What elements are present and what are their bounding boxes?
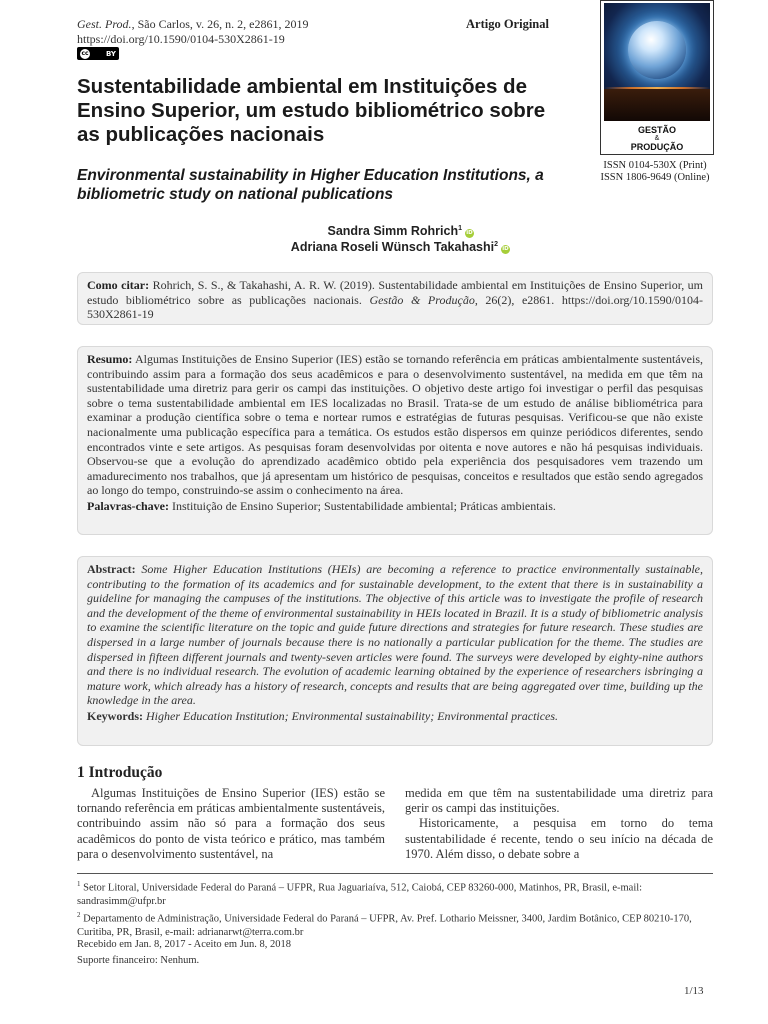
author-name: Adriana Roseli Wünsch Takahashi xyxy=(290,240,495,254)
footnote-mark: 2 xyxy=(77,911,81,919)
abstract-text: Some Higher Education Institutions (HEIs) are becoming a reference to practice environmentally sustainable, contributing to the formation of its academics and for sustainable development, to the extent that there is in sustainability a guideline for managing the campuses of the institutions. The objective of this article was to investigate the profile of research and the development of the theme of environmental sustainability in HEIs located in Brazil. It is a study of bibliometric analysis to examine the scientific literature on the topic and guide future directions and strategies for future research. These studies are dispersed in a large number of journals because there is no nationally a particular publication for the theme. The studies are dispersed in fifteen different journals and twenty-seven articles were found. The surveys were developed by eighty-nine authors and there is no individual research. The evolution of academic learning obtained by the experience of researchers isbringing a mature work, which already has a history of research, concepts and results that are being aggregated over time, building up the knowledge in the area. xyxy=(87,562,703,708)
orcid-icon[interactable]: iD xyxy=(502,246,509,252)
cc-by-license-badge[interactable] xyxy=(77,47,119,60)
author-affiliation-mark: 1 xyxy=(458,224,462,232)
keywords-label: Keywords: xyxy=(87,708,143,723)
article-title-portuguese: Sustentabilidade ambiental em Instituições de Ensino Superior, um estudo bibliométrico sobre as publicações nacionais xyxy=(77,75,546,146)
body-paragraph: Historicamente, a pesquisa em torno do tema sustentabilidade é recente, tendo o seu início na década de 1970. Além disso, o debate sobre a xyxy=(405,816,713,861)
footnote-2 xyxy=(77,909,717,939)
footnote-divider xyxy=(77,873,713,874)
cover-sphere-artwork xyxy=(604,3,710,121)
resumo-label: Resumo: xyxy=(87,352,133,366)
journal-cover-image xyxy=(600,0,714,155)
resumo-box xyxy=(77,346,713,535)
body-column-right xyxy=(405,786,713,862)
body-paragraph: Algumas Instituições de Ensino Superior (IES) estão se tornando referência em práticas ambientalmente sustentáveis, contribuindo assim não só para a formação dos seus acadêmicos do ponto de vista teórico e prático, mas também para o desenvolvimento sustentável, na xyxy=(77,786,385,861)
author-name: Sandra Simm Rohrich xyxy=(327,224,459,238)
body-paragraph: medida em que têm na sustentabilidade uma diretriz para gerir os campi das instituições. xyxy=(405,786,713,816)
abstract-box xyxy=(77,556,713,746)
orcid-icon[interactable]: iD xyxy=(466,230,473,236)
license-by-label: BY xyxy=(105,49,116,58)
footnote-1 xyxy=(77,878,717,908)
journal-name: Gest. Prod. xyxy=(77,17,132,31)
cover-title xyxy=(601,125,713,153)
how-to-cite-box xyxy=(77,272,713,325)
palavras-chave-line xyxy=(87,499,703,514)
citation-details: , 26(2), e2861. https://doi.org/10.1590/0104-530X2861-19 xyxy=(87,292,704,322)
page-number: 1/13 xyxy=(684,985,704,997)
citation-journal: Gestão & Produção xyxy=(369,292,475,307)
author-2 xyxy=(200,240,510,254)
abstract-label: Abstract: xyxy=(87,562,136,576)
keywords-text: Higher Education Institution; Environmental sustainability; Environmental practices. xyxy=(146,708,559,723)
doi-link[interactable]: https://doi.org/10.1590/0104-530X2861-19 xyxy=(77,32,285,46)
article-type-label: Artigo Original xyxy=(466,17,549,31)
author-affiliation-mark: 2 xyxy=(494,240,498,248)
palavras-chave-label: Palavras-chave: xyxy=(87,498,169,513)
citation-text: Rohrich, S. S., & Takahashi, A. R. W. (2019). Sustentabilidade ambiental em Instituições de Ensino Superior, um estudo bibliométrico sobre as publicações nacionais. xyxy=(87,278,704,307)
financial-support-note: Suporte financeiro: Nenhum. xyxy=(77,955,200,966)
issn-block xyxy=(590,160,720,184)
keywords-line xyxy=(87,709,703,724)
footnote-mark: 1 xyxy=(77,880,81,888)
journal-citation-line xyxy=(77,17,308,32)
how-to-cite-label: Como citar: xyxy=(87,278,150,292)
resumo-text: Algumas Instituições de Ensino Superior (IES) estão se tornando referência em práticas ambientalmente sustentáveis, contribuindo assim para a formação dos seus acadêmicos e para o desenvolvimento sustentável, na medida em que têm na sustentabilidade uma diretriz para gerir os campi das instituições. O objetivo deste artigo foi investigar o perfil das pesquisas sobre o tema sustentabilidade ambiental em IES localizadas no Brasil. Trata-se de um estudo de análise bibliométrica para examinar a produção científica sobre o tema e nortear rumos e estratégias de futuras pesquisas. Verificou-se que não existe nacionalmente uma publicação específica para a temática. Os estudos estão dispersos em quinze periódicos diferentes, sendo encontrados vinte e sete artigos. As pesquisas foram desenvolvidas por oitenta e nove autores e não há pesquisas individuais. Observou-se que a evolução do aprendizado acadêmico obtido pela experiência dos pesquisadores vem trazendo um amadurecimento nos trabalhos, que já apresentam um histórico de pesquisas, conceitos e resultados que estão sendo agregados ao longo do tempo, construindo-se assim o conhecimento na área. xyxy=(87,352,703,498)
received-accepted-dates: Recebido em Jan. 8, 2017 - Aceito em Jun. 8, 2018 xyxy=(77,939,292,950)
cover-title-amp: & xyxy=(654,135,660,142)
body-column-left xyxy=(77,786,385,862)
issn-online: ISSN 1806-9649 (Online) xyxy=(600,172,710,183)
creative-commons-icon: cc xyxy=(81,50,89,57)
footnote-text: Departamento de Administração, Universidade Federal do Paraná – UFPR, Av. Pref. Lothario Meissner, 3400, Jardim Botânico, CEP 80210-170, Curitiba, PR, Brasil, e-mail: adrianarwt@terra.com.br xyxy=(77,913,692,938)
article-title-english: Environmental sustainability in Higher Education Institutions, a bibliometric study on national publications xyxy=(77,167,544,203)
journal-volume-info: , São Carlos, v. 26, n. 2, e2861, 2019 xyxy=(131,17,309,31)
cover-title-top: GESTÃO xyxy=(637,125,676,135)
author-1 xyxy=(200,224,474,238)
section-heading-introducao: 1 Introdução xyxy=(77,764,163,781)
cover-title-bottom: PRODUÇÃO xyxy=(630,142,684,152)
issn-print: ISSN 0104-530X (Print) xyxy=(603,160,707,171)
footnote-text: Setor Litoral, Universidade Federal do Paraná – UFPR, Rua Jaguariaíva, 512, Caiobá, CEP 83260-000, Matinhos, PR, Brasil, e-mail: sandrasimm@ufpr.br xyxy=(77,882,643,907)
palavras-chave-text: Instituição de Ensino Superior; Sustentabilidade ambiental; Práticas ambientais. xyxy=(171,498,556,513)
